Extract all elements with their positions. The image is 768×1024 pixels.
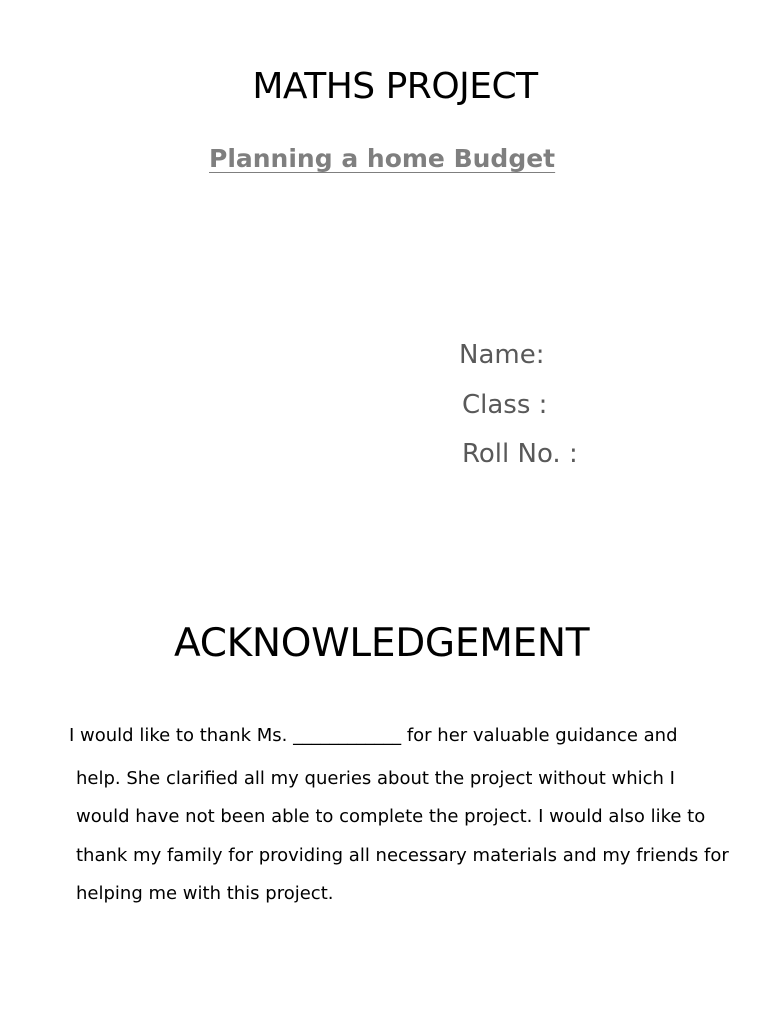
acknowledgement-line: would have not been able to complete the project. I would also like to — [76, 806, 706, 827]
roll-no-field-label: Roll No. : — [462, 439, 578, 469]
acknowledgement-line: I would like to thank Ms. ____________ for her valuable guidance and — [69, 725, 678, 746]
class-field-label: Class : — [462, 390, 548, 420]
project-subtitle: Planning a home Budget — [209, 144, 556, 173]
acknowledgement-heading: ACKNOWLEDGEMENT — [174, 621, 590, 666]
acknowledgement-line: helping me with this project. — [76, 883, 334, 904]
acknowledgement-line: thank my family for providing all necessary materials and my friends for — [76, 845, 729, 866]
name-field-label: Name: — [459, 340, 545, 370]
page-title: MATHS PROJECT — [252, 66, 538, 107]
acknowledgement-line: help. She clarified all my queries about the project without which I — [76, 768, 675, 789]
